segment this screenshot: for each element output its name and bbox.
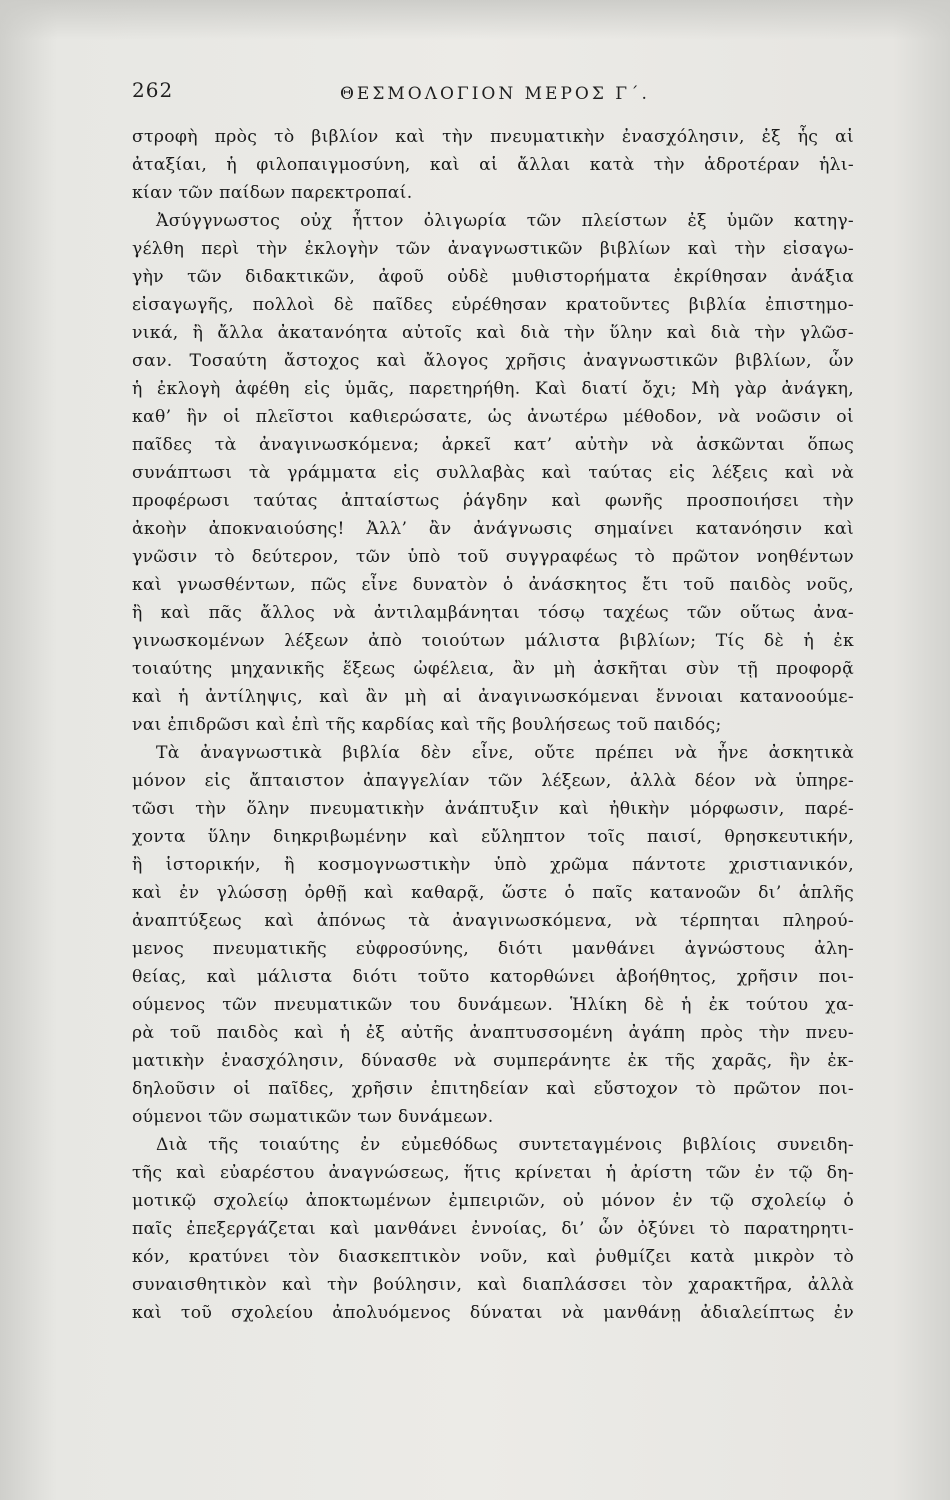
text-line: ρὰ τοῦ παιδὸς καὶ ἡ ἐξ αὐτῆς ἀναπτυσσομένη ἀγάπη πρὸς τὴν πνευ- [132, 1023, 854, 1043]
text-line: ναι ἐπιδρῶσι καὶ ἐπὶ τῆς καρδίας καὶ τῆς βουλήσεως τοῦ παιδός; [132, 715, 722, 735]
text-line: στροφὴ πρὸς τὸ βιβλίον καὶ τὴν πνευματικὴν ἐνασχόλησιν, ἐξ ἧς αἱ [132, 127, 854, 147]
text-line: ἀταξίαι, ἡ φιλοπαιγμοσύνη, καὶ αἱ ἄλλαι κατὰ τὴν ἁδροτέραν ἡλι- [132, 155, 854, 175]
text-line: μοτικῷ σχολείῳ ἀποκτωμένων ἐμπειριῶν, οὐ μόνον ἐν τῷ σχολείῳ ὁ [132, 1191, 854, 1211]
text-line: καὶ γνωσθέντων, πῶς εἶνε δυνατὸν ὁ ἀνάσκητος ἔτι τοῦ παιδὸς νοῦς, [132, 575, 854, 595]
page-shadow [0, 0, 950, 40]
running-title: ΘΕΣΜΟΛΟΓΙΟΝ ΜΕΡΟΣ Γ΄. [340, 84, 650, 104]
page-number: 262 [132, 78, 174, 102]
text-line: προφέρωσι ταύτας ἀπταίστως ῥάγδην καὶ φωνῆς προσποιήσει τὴν [132, 491, 854, 511]
text-line: συναισθητικὸν καὶ τὴν βούλησιν, καὶ διαπλάσσει τὸν χαρακτῆρα, ἀλλὰ [132, 1275, 854, 1295]
text-line: ούμενοι τῶν σωματικῶν των δυνάμεων. [132, 1107, 494, 1127]
text-line: παῖς ἐπεξεργάζεται καὶ μανθάνει ἐννοίας, δι’ ὧν ὀξύνει τὸ παρατηρητι- [132, 1219, 854, 1239]
text-line: κίαν τῶν παίδων παρεκτροπαί. [132, 183, 413, 203]
text-line: μενος πνευματικῆς εὐφροσύνης, διότι μανθάνει ἀγνώστους ἀλη- [132, 939, 854, 959]
text-line: ματικὴν ἐνασχόλησιν, δύνασθε νὰ συμπεράνητε ἐκ τῆς χαρᾶς, ἣν ἐκ- [132, 1051, 854, 1071]
page-header [130, 78, 860, 114]
text-line: παῖδες τὰ ἀναγινωσκόμενα; ἀρκεῖ κατ’ αὐτὴν νὰ ἀσκῶνται ὅπως [132, 435, 854, 455]
text-line: τῶσι τὴν ὅλην πνευματικὴν ἀνάπτυξιν καὶ ἠθικὴν μόρφωσιν, παρέ- [132, 799, 854, 819]
text-line: καὶ τοῦ σχολείου ἀπολυόμενος δύναται νὰ μανθάνῃ ἀδιαλείπτως ἐν [132, 1303, 854, 1323]
text-line: νικά, ἢ ἄλλα ἀκατανόητα αὐτοῖς καὶ διὰ τὴν ὕλην καὶ διὰ τὴν γλῶσ- [132, 323, 854, 343]
text-line: γνῶσιν τὸ δεύτερον, τῶν ὑπὸ τοῦ συγγραφέως τὸ πρῶτον νοηθέντων [132, 547, 854, 567]
text-line: καὶ ἐν γλώσσῃ ὀρθῇ καὶ καθαρᾷ, ὥστε ὁ παῖς κατανοῶν δι’ ἁπλῆς [132, 883, 854, 903]
text-line: τοιαύτης μηχανικῆς ἕξεως ὠφέλεια, ἂν μὴ ἀσκῆται σὺν τῇ προφορᾷ [132, 659, 854, 679]
text-line: ἡ ἐκλογὴ ἀφέθη εἰς ὑμᾶς, παρετηρήθη. Καὶ διατί ὄχι; Μὴ γὰρ ἀνάγκη, [132, 379, 854, 399]
text-line: σαν. Τοσαύτη ἄστοχος καὶ ἄλογος χρῆσις ἀναγνωστικῶν βιβλίων, ὧν [132, 351, 854, 371]
text-line: ἢ καὶ πᾶς ἄλλος νὰ ἀντιλαμβάνηται τόσῳ ταχέως τῶν οὕτως ἀνα- [132, 603, 854, 623]
text-line: δηλοῦσιν οἱ παῖδες, χρῆσιν ἐπιτηδείαν καὶ εὔστοχον τὸ πρῶτον ποι- [132, 1079, 854, 1099]
text-line: εἰσαγωγῆς, πολλοὶ δὲ παῖδες εὑρέθησαν κρατοῦντες βιβλία ἐπιστημο- [132, 295, 854, 315]
text-line: ἀναπτύξεως καὶ ἀπόνως τὰ ἀναγινωσκόμενα, νὰ τέρπηται πληρού- [132, 911, 854, 931]
text-line: γέλθη περὶ τὴν ἐκλογὴν τῶν ἀναγνωστικῶν βιβλίων καὶ τὴν εἰσαγω- [132, 239, 854, 259]
text-line: χοντα ὕλην διηκριβωμένην καὶ εὔληπτον τοῖς παισί, θρησκευτικήν, [132, 827, 854, 847]
text-line: καὶ ἡ ἀντίληψις, καὶ ἂν μὴ αἱ ἀναγινωσκόμεναι ἔννοιαι κατανοούμε- [132, 687, 854, 707]
text-line: μόνον εἰς ἄπταιστον ἀπαγγελίαν τῶν λέξεων, ἀλλὰ δέον νὰ ὑπηρε- [132, 771, 854, 791]
text-line: ἀκοὴν ἀποκναιούσης! Ἀλλ’ ἂν ἀνάγνωσις σημαίνει κατανόησιν καὶ [132, 519, 854, 539]
text-line: Διὰ τῆς τοιαύτης ἐν εὐμεθόδως συντεταγμένοις βιβλίοις συνειδη- [156, 1135, 854, 1155]
text-line: κόν, κρατύνει τὸν διασκεπτικὸν νοῦν, καὶ ῥυθμίζει κατὰ μικρὸν τὸ [132, 1247, 854, 1267]
text-line: γινωσκομένων λέξεων ἀπὸ τοιούτων μάλιστα βιβλίων; Τίς δὲ ἡ ἐκ [132, 631, 854, 651]
text-line: θείας, καὶ μάλιστα διότι τοῦτο κατορθώνει ἀβοήθητος, χρῆσιν ποι- [132, 967, 854, 987]
text-line: τῆς καὶ εὐαρέστου ἀναγνώσεως, ἥτις κρίνεται ἡ ἀρίστη τῶν ἐν τῷ δη- [132, 1163, 854, 1183]
text-line: καθ’ ἣν οἱ πλεῖστοι καθιερώσατε, ὡς ἀνωτέρω μέθοδον, νὰ νοῶσιν οἱ [132, 407, 854, 427]
body-text [132, 123, 854, 1327]
text-line: συνάπτωσι τὰ γράμματα εἰς συλλαβὰς καὶ ταύτας εἰς λέξεις καὶ νὰ [132, 463, 854, 483]
text-line: ἢ ἱστορικήν, ἢ κοσμογνωστικὴν ὑπὸ χρῶμα πάντοτε χριστιανικόν, [132, 855, 854, 875]
text-line: Τὰ ἀναγνωστικὰ βιβλία δὲν εἶνε, οὔτε πρέπει νὰ ἦνε ἀσκητικὰ [156, 743, 854, 763]
text-line: γὴν τῶν διδακτικῶν, ἀφοῦ οὐδὲ μυθιστορήματα ἐκρίθησαν ἀνάξια [132, 267, 854, 287]
text-line: ούμενος τῶν πνευματικῶν του δυνάμεων. Ἡλίκη δὲ ἡ ἐκ τούτου χα- [132, 995, 854, 1015]
text-line: Ἀσύγγνωστος οὐχ ἧττον ὀλιγωρία τῶν πλείστων ἐξ ὑμῶν κατηγ- [156, 211, 854, 231]
